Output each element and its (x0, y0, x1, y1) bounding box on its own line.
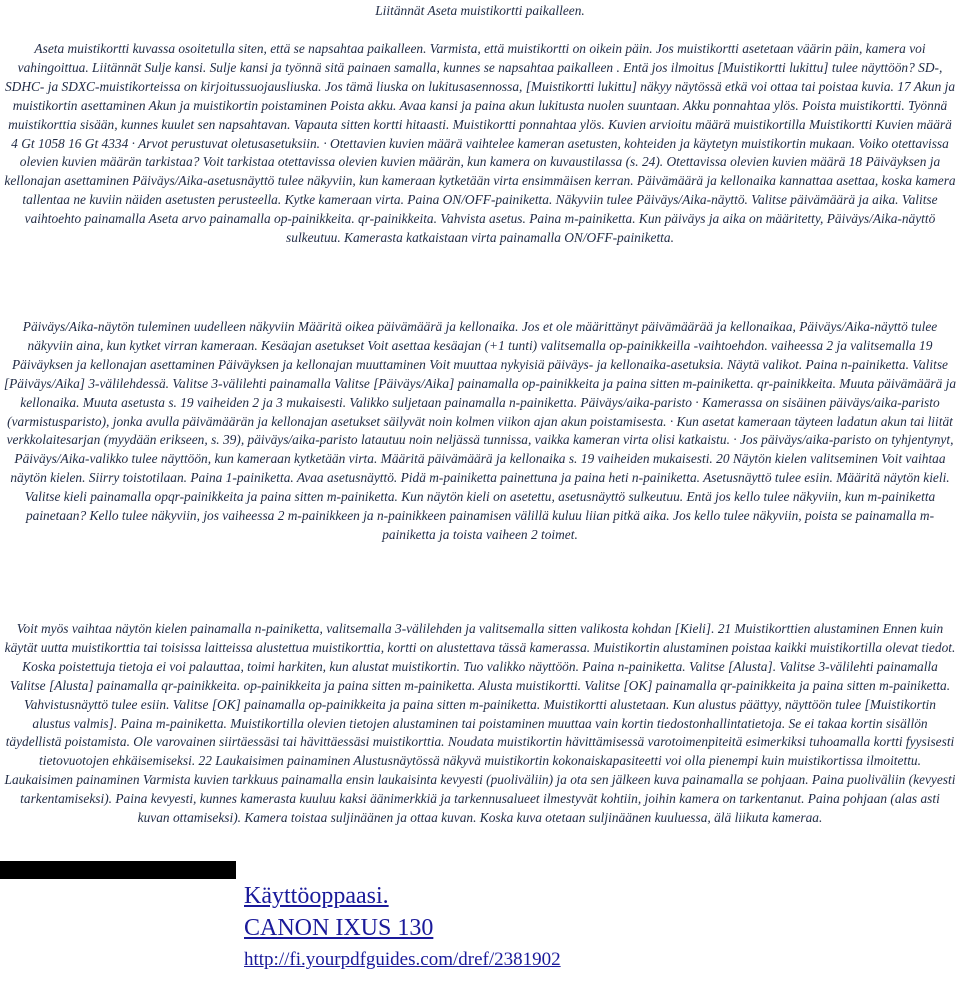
footer-links (244, 880, 561, 974)
highlighted-text-block (0, 861, 236, 879)
source-url-link[interactable]: http://fi.yourpdfguides.com/dref/2381902 (244, 949, 561, 970)
body-paragraph-2: Päiväys/Aika-näytön tuleminen uudelleen näkyviin Määritä oikea päivämäärä ja kellonaika. Jos et ole määrittänyt päivämäärää ja kellonaikaa, Päiväys/Aika-näyttö tulee näkyviin aina, kun kytket virran kameraan. Kesäajan asetukset Voit asettaa kesäajan (+1 tunti) valitsemalla op-painikkeilla -vaihtoehdon. vaiheessa 2 ja valitsemalla 19 Päiväyksen ja kellonajan asettaminen Päiväyksen ja kellonajan muuttaminen Voit muuttaa nykyisiä päiväys- ja kellonaika-asetuksia. Näytä valikot. Paina n-painiketta. Valitse [Päiväys/Aika] 3-välilehdessä. Valitse 3-välilehti painamalla Valitse [Päiväys/Aika] painamalla op-painikkeita ja paina sitten m-painiketta. qr-painikkeita. Muuta päivämäärä ja kellonaika. Muuta asetusta s. 19 vaiheiden 2 ja 3 mukaisesti. Valikko suljetaan painamalla n-painiketta. Päiväys/aika-paristo · Kamerassa on sisäinen päiväys/aika-paristo (varmistusparisto), jonka avulla päivämäärän ja kellonajan asetukset säilyvät noin kolmen viikon ajan akun poistamisesta. · Kun asetat kameraan täyteen ladatun akun tai liität verkkolaitesarjan (myydään erikseen, s. 39), päiväys/aika-paristo latautuu noin neljässä tunnissa, vaikka kameran virta olisi katkaistu. · Jos päiväys/aika-paristo on tyhjentynyt, Päiväys/Aika-valikko tulee näyttöön, kun kameraan kytketään virta. Määritä päivämäärä ja kellonaika s. 19 vaiheiden mukaisesti. 20 Näytön kielen valitseminen Voit vaihtaa näytön kielen. Siirry toistotilaan. Paina 1-painiketta. Avaa asetusnäyttö. Pidä m-painiketta painettuna ja paina heti n-painiketta. Asetusnäyttö tulee esiin. Määritä näytön kieli. Valitse kieli painamalla opqr-painikkeita ja paina sitten m-painiketta. Kun näytön kieli on asetettu, asetusnäyttö sulkeutuu. Entä jos kello tulee näkyviin, kun m-painiketta painetaan? Kello tulee näkyviin, jos vaiheessa 2 m-painikkeen ja n-painikkeen painamisen välillä kuluu liian pitkä aika. Jos kello tulee näkyviin, poista se painamalla m-painiketta ja toista vaiheen 2 toimet. (3, 319, 957, 542)
body-paragraph-3: Voit myös vaihtaa näytön kielen painamalla n-painiketta, valitsemalla 3-välilehden ja valitsemalla sitten valikosta kohdan [Kieli]. 21 Muistikorttien alustaminen Ennen kuin käytät uutta muistikorttia tai toisissa laitteissa alustettua muistikorttia, kortti on alustettava tässä kamerassa. Muistikortin alustaminen poistaa kaikki muistikortilla olevat tiedot. Koska poistettuja tietoja ei voi palauttaa, toimi harkiten, kun alustat muistikortin. Tuo valikko näyttöön. Paina n-painiketta. Valitse [Alusta]. Valitse 3-välilehti painamalla Valitse [Alusta] painamalla qr-painikkeita. op-painikkeita ja paina sitten m-painiketta. Alusta muistikortti. Valitse [OK] painamalla qr-painikkeita ja paina sitten m-painiketta. Vahvistusnäyttö tulee esiin. Valitse [OK] painamalla op-painikkeita ja paina sitten m-painiketta. Muistikortti alustetaan. Kun alustus päättyy, näyttöön tulee [Muistikortin alustus valmis]. Paina m-painiketta. Muistikortilla olevien tietojen alustaminen tai poistaminen muuttaa vain kortin tiedostonhallintatietoja. Se ei takaa kortin sisällön täydellistä poistamista. Ole varovainen siirtäessäsi tai hävittäessäsi muistikorttia. Noudata muistikortin hävittämisessä varotoimenpiteitä esimerkiksi tuhoamalla kortti fyysisesti tietovuotojen ehkäisemiseksi. 22 Laukaisimen painaminen Alustusnäytössä näkyvä muistikortin kokonaiskapasiteetti voi olla pienempi kuin muistikortissa ilmoitettu. Laukaisimen painaminen Varmista kuvien tarkkuus painamalla ensin laukaisinta kevyesti (puoliväliin) ja ota sen jälkeen kuva painamalla se pohjaan. Paina puoliväliin (kevyesti tarkentamiseksi). Paina kevyesti, kunnes kamerasta kuuluu kaksi äänimerkkiä ja tarkennusalueet ilmestyvät kohtiin, joihin kamera on tarkentanut. Paina pohjaan (alas asti kuvan ottamiseksi). Kamera toistaa suljinäänen ja ottaa kuvan. Koska kuva otetaan suljinäänen kuuluessa, älä liikuta kameraa. (4, 621, 956, 826)
section-title: Liitännät Aseta muistikortti paikalleen. (375, 3, 585, 18)
model-link[interactable]: CANON IXUS 130 (244, 915, 434, 941)
manual-link[interactable]: Käyttöoppaasi. (244, 883, 389, 909)
body-paragraph-1: Aseta muistikortti kuvassa osoitetulla siten, että se napsahtaa paikalleen. Varmista, että muistikortti on oikein päin. Jos muistikortti asetetaan väärin päin, kamera voi vahingoittua. Liitännät Sulje kansi. Sulje kansi ja työnnä sitä painaen samalla, kunnes se napsahtaa paikalleen . Entä jos ilmoitus [Muistikortti lukittu] tulee näyttöön? SD-, SDHC- ja SDXC-muistikorteissa on kirjoitussuojausliuska. Jos tämä liuska on lukitusasennossa, [Muistikortti lukittu] näkyy näytössä etkä voi ottaa tai poistaa kuvia. 17 Akun ja muistikortin asettaminen Akun ja muistikortin poistaminen Poista akku. Avaa kansi ja paina akun lukitusta nuolen suuntaan. Akku ponnahtaa ylös. Poista muistikortti. Työnnä muistikorttia sisään, kunnes kuulet sen napsahtavan. Vapauta sitten kortti hitaasti. Muistikortti ponnahtaa ylös. Kuvien arvioitu määrä muistikortilla Muistikortti Kuvien määrä 4 Gt 1058 16 Gt 4334 · Arvot perustuvat oletusasetuksiin. · Otettavien kuvien määrä vaihtelee kameran asetusten, kohteiden ja käytetyn muistikortin mukaan. Voiko otettavissa olevien kuvien määrän tarkistaa? Voit tarkistaa otettavissa olevien kuvien määrän, kun kamera on kuvaustilassa (s. 24). Otettavissa olevien kuvien määrä 18 Päiväyksen ja kellonajan asettaminen Päiväys/Aika-asetusnäyttö tulee näkyviin, kun kameraan kytketään virta ensimmäisen kerran. Päivämäärä ja kellonaika kannattaa asettaa, koska kamera tallentaa ne kuviin näiden asetusten perusteella. Kytke kameraan virta. Paina ON/OFF-painiketta. Näkyviin tulee Päiväys/Aika-näyttö. Valitse päivämäärä ja aika. Valitse vaihtoehto painamalla Aseta arvo painamalla op-painikkeita. qr-painikkeita. Vahvista asetus. Paina m-painiketta. Kun päiväys ja aika on määritetty, Päiväys/Aika-näyttö sulkeutuu. Kamerasta katkaistaan virta painamalla ON/OFF-painiketta. (4, 41, 956, 246)
